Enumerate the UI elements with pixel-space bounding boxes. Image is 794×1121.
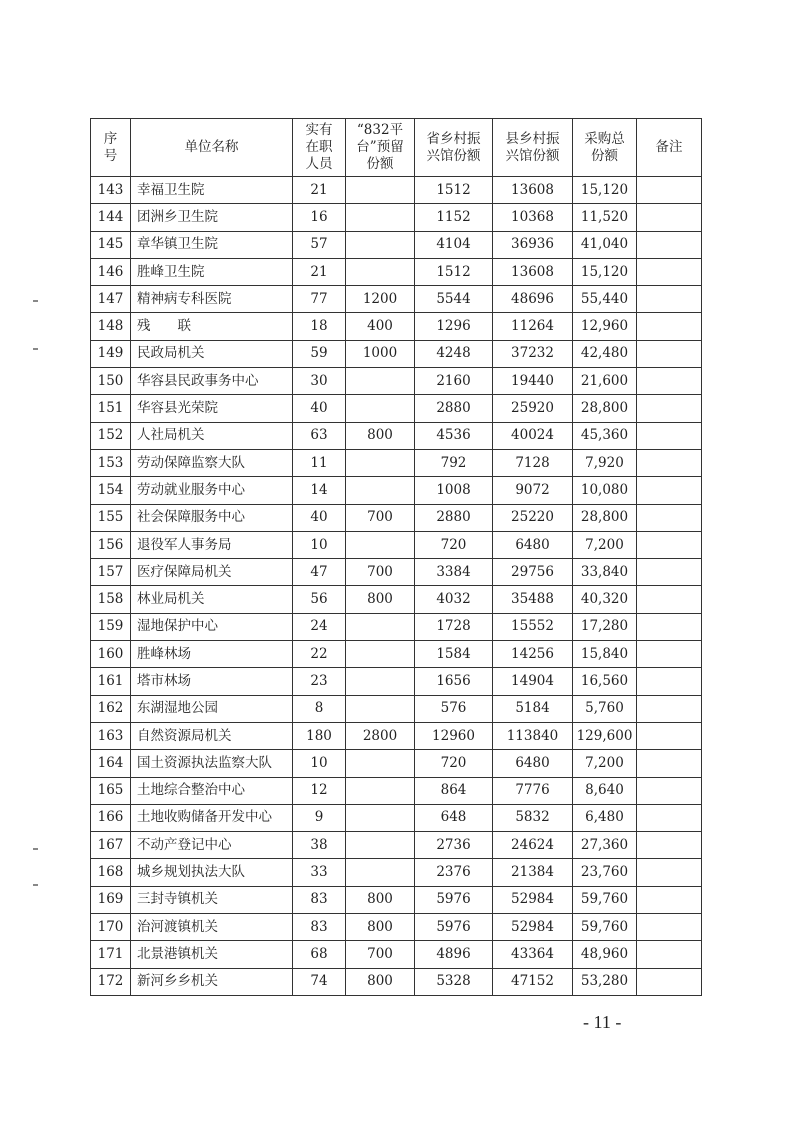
cell-remark — [637, 613, 702, 640]
cell-name: 精神病专科医院 — [131, 286, 293, 313]
cell-total: 55,440 — [573, 286, 637, 313]
cell-staff: 16 — [293, 204, 346, 231]
cell-province: 648 — [415, 804, 493, 831]
cell-county: 113840 — [493, 722, 573, 749]
cell-reserve — [346, 204, 415, 231]
cell-name: 社会保障服务中心 — [131, 504, 293, 531]
cell-total: 59,760 — [573, 886, 637, 913]
cell-seq: 160 — [91, 641, 131, 668]
cell-staff: 74 — [293, 968, 346, 995]
cell-name: 章华镇卫生院 — [131, 231, 293, 258]
cell-total: 40,320 — [573, 586, 637, 613]
cell-reserve: 800 — [346, 968, 415, 995]
cell-seq: 154 — [91, 477, 131, 504]
cell-name: 不动产登记中心 — [131, 832, 293, 859]
cell-name: 胜峰林场 — [131, 641, 293, 668]
cell-province: 1656 — [415, 668, 493, 695]
cell-county: 9072 — [493, 477, 573, 504]
header-county: 县乡村振兴馆份额 — [493, 119, 573, 177]
cell-reserve — [346, 477, 415, 504]
header-seq: 序号 — [91, 119, 131, 177]
table-body — [91, 177, 702, 996]
cell-remark — [637, 859, 702, 886]
table-header-row — [91, 119, 702, 177]
cell-province: 1728 — [415, 613, 493, 640]
cell-staff: 33 — [293, 859, 346, 886]
cell-seq: 148 — [91, 313, 131, 340]
header-total: 采购总份额 — [573, 119, 637, 177]
table-row — [91, 286, 702, 313]
cell-total: 15,120 — [573, 177, 637, 204]
table-row — [91, 477, 702, 504]
cell-reserve — [346, 668, 415, 695]
cell-name: 三封寺镇机关 — [131, 886, 293, 913]
cell-name: 人社局机关 — [131, 422, 293, 449]
table-row — [91, 668, 702, 695]
cell-total: 129,600 — [573, 722, 637, 749]
cell-name: 林业局机关 — [131, 586, 293, 613]
cell-staff: 10 — [293, 750, 346, 777]
table-row — [91, 504, 702, 531]
cell-province: 1584 — [415, 641, 493, 668]
cell-total: 21,600 — [573, 368, 637, 395]
cell-total: 45,360 — [573, 422, 637, 449]
cell-seq: 168 — [91, 859, 131, 886]
cell-county: 7776 — [493, 777, 573, 804]
table-row — [91, 695, 702, 722]
cell-seq: 172 — [91, 968, 131, 995]
cell-province: 2736 — [415, 832, 493, 859]
cell-reserve — [346, 832, 415, 859]
cell-county: 5832 — [493, 804, 573, 831]
cell-remark — [637, 422, 702, 449]
cell-total: 48,960 — [573, 941, 637, 968]
cell-total: 23,760 — [573, 859, 637, 886]
cell-reserve — [346, 750, 415, 777]
cell-province: 1296 — [415, 313, 493, 340]
table-row — [91, 531, 702, 558]
cell-county: 6480 — [493, 750, 573, 777]
cell-name: 退役军人事务局 — [131, 531, 293, 558]
cell-seq: 153 — [91, 449, 131, 476]
cell-name: 残 联 — [131, 313, 293, 340]
cell-staff: 68 — [293, 941, 346, 968]
cell-reserve — [346, 613, 415, 640]
cell-province: 792 — [415, 449, 493, 476]
cell-total: 17,280 — [573, 613, 637, 640]
table-row — [91, 832, 702, 859]
cell-staff: 10 — [293, 531, 346, 558]
cell-remark — [637, 504, 702, 531]
cell-province: 12960 — [415, 722, 493, 749]
cell-name: 民政局机关 — [131, 340, 293, 367]
cell-province: 5544 — [415, 286, 493, 313]
cell-reserve — [346, 641, 415, 668]
cell-reserve: 2800 — [346, 722, 415, 749]
cell-name: 国土资源执法监察大队 — [131, 750, 293, 777]
cell-reserve: 800 — [346, 586, 415, 613]
cell-province: 2160 — [415, 368, 493, 395]
cell-total: 15,840 — [573, 641, 637, 668]
cell-remark — [637, 559, 702, 586]
table-row — [91, 559, 702, 586]
cell-staff: 40 — [293, 395, 346, 422]
cell-county: 35488 — [493, 586, 573, 613]
scan-mark — [33, 300, 38, 302]
cell-total: 41,040 — [573, 231, 637, 258]
cell-county: 25920 — [493, 395, 573, 422]
cell-county: 48696 — [493, 286, 573, 313]
cell-staff: 63 — [293, 422, 346, 449]
cell-remark — [637, 941, 702, 968]
cell-staff: 18 — [293, 313, 346, 340]
cell-remark — [637, 668, 702, 695]
cell-province: 1008 — [415, 477, 493, 504]
scan-mark — [33, 348, 38, 350]
cell-total: 42,480 — [573, 340, 637, 367]
table-row — [91, 968, 702, 995]
cell-province: 1512 — [415, 177, 493, 204]
table-row — [91, 886, 702, 913]
scan-mark — [33, 884, 38, 886]
cell-name: 新河乡乡机关 — [131, 968, 293, 995]
scan-mark — [33, 848, 38, 850]
cell-reserve — [346, 859, 415, 886]
cell-name: 城乡规划执法大队 — [131, 859, 293, 886]
table-row — [91, 422, 702, 449]
table-row — [91, 395, 702, 422]
cell-seq: 157 — [91, 559, 131, 586]
cell-name: 东湖湿地公园 — [131, 695, 293, 722]
cell-total: 12,960 — [573, 313, 637, 340]
cell-county: 29756 — [493, 559, 573, 586]
page-number: - 11 - — [583, 1012, 622, 1032]
cell-province: 4032 — [415, 586, 493, 613]
cell-name: 华容县民政事务中心 — [131, 368, 293, 395]
cell-name: 胜峰卫生院 — [131, 258, 293, 285]
cell-total: 7,920 — [573, 449, 637, 476]
cell-reserve: 400 — [346, 313, 415, 340]
cell-seq: 169 — [91, 886, 131, 913]
cell-reserve: 700 — [346, 559, 415, 586]
table-row — [91, 914, 702, 941]
cell-seq: 167 — [91, 832, 131, 859]
table-row — [91, 258, 702, 285]
cell-province: 4536 — [415, 422, 493, 449]
cell-county: 7128 — [493, 449, 573, 476]
cell-province: 2376 — [415, 859, 493, 886]
cell-reserve: 800 — [346, 886, 415, 913]
cell-staff: 21 — [293, 177, 346, 204]
cell-county: 13608 — [493, 177, 573, 204]
cell-county: 19440 — [493, 368, 573, 395]
cell-staff: 21 — [293, 258, 346, 285]
cell-seq: 162 — [91, 695, 131, 722]
table-row — [91, 641, 702, 668]
table-row — [91, 722, 702, 749]
cell-county: 25220 — [493, 504, 573, 531]
cell-reserve — [346, 449, 415, 476]
cell-seq: 161 — [91, 668, 131, 695]
cell-remark — [637, 804, 702, 831]
cell-total: 27,360 — [573, 832, 637, 859]
cell-remark — [637, 477, 702, 504]
cell-name: 土地综合整治中心 — [131, 777, 293, 804]
cell-county: 11264 — [493, 313, 573, 340]
cell-seq: 171 — [91, 941, 131, 968]
cell-name: 医疗保障局机关 — [131, 559, 293, 586]
cell-staff: 38 — [293, 832, 346, 859]
cell-remark — [637, 204, 702, 231]
cell-seq: 151 — [91, 395, 131, 422]
cell-total: 7,200 — [573, 750, 637, 777]
cell-county: 13608 — [493, 258, 573, 285]
cell-seq: 165 — [91, 777, 131, 804]
cell-total: 7,200 — [573, 531, 637, 558]
table-row — [91, 804, 702, 831]
cell-name: 土地收购储备开发中心 — [131, 804, 293, 831]
cell-staff: 180 — [293, 722, 346, 749]
cell-total: 53,280 — [573, 968, 637, 995]
cell-remark — [637, 177, 702, 204]
header-staff: 实有在职人员 — [293, 119, 346, 177]
table-row — [91, 750, 702, 777]
cell-county: 14904 — [493, 668, 573, 695]
cell-province: 720 — [415, 750, 493, 777]
cell-total: 15,120 — [573, 258, 637, 285]
cell-seq: 146 — [91, 258, 131, 285]
cell-remark — [637, 886, 702, 913]
cell-province: 4248 — [415, 340, 493, 367]
cell-county: 36936 — [493, 231, 573, 258]
cell-remark — [637, 641, 702, 668]
cell-county: 15552 — [493, 613, 573, 640]
cell-staff: 83 — [293, 886, 346, 913]
cell-staff: 47 — [293, 559, 346, 586]
cell-staff: 77 — [293, 286, 346, 313]
cell-total: 59,760 — [573, 914, 637, 941]
table-row — [91, 340, 702, 367]
header-remark: 备注 — [637, 119, 702, 177]
cell-total: 28,800 — [573, 395, 637, 422]
cell-province: 1512 — [415, 258, 493, 285]
cell-staff: 22 — [293, 641, 346, 668]
cell-seq: 144 — [91, 204, 131, 231]
cell-remark — [637, 695, 702, 722]
cell-seq: 145 — [91, 231, 131, 258]
header-province: 省乡村振兴馆份额 — [415, 119, 493, 177]
cell-remark — [637, 286, 702, 313]
cell-name: 自然资源局机关 — [131, 722, 293, 749]
cell-staff: 40 — [293, 504, 346, 531]
cell-county: 47152 — [493, 968, 573, 995]
cell-remark — [637, 231, 702, 258]
cell-reserve: 1000 — [346, 340, 415, 367]
table-row — [91, 449, 702, 476]
cell-seq: 156 — [91, 531, 131, 558]
cell-province: 2880 — [415, 504, 493, 531]
cell-staff: 9 — [293, 804, 346, 831]
cell-province: 3384 — [415, 559, 493, 586]
cell-total: 10,080 — [573, 477, 637, 504]
table-row — [91, 177, 702, 204]
cell-total: 6,480 — [573, 804, 637, 831]
cell-seq: 147 — [91, 286, 131, 313]
cell-reserve: 1200 — [346, 286, 415, 313]
cell-seq: 170 — [91, 914, 131, 941]
cell-county: 21384 — [493, 859, 573, 886]
cell-seq: 164 — [91, 750, 131, 777]
cell-name: 幸福卫生院 — [131, 177, 293, 204]
cell-reserve — [346, 368, 415, 395]
cell-county: 52984 — [493, 886, 573, 913]
cell-county: 5184 — [493, 695, 573, 722]
cell-remark — [637, 832, 702, 859]
cell-reserve: 800 — [346, 914, 415, 941]
cell-staff: 83 — [293, 914, 346, 941]
cell-name: 北景港镇机关 — [131, 941, 293, 968]
cell-seq: 166 — [91, 804, 131, 831]
cell-reserve — [346, 395, 415, 422]
cell-county: 14256 — [493, 641, 573, 668]
cell-reserve — [346, 531, 415, 558]
cell-name: 华容县光荣院 — [131, 395, 293, 422]
cell-province: 720 — [415, 531, 493, 558]
cell-province: 2880 — [415, 395, 493, 422]
cell-remark — [637, 340, 702, 367]
cell-remark — [637, 258, 702, 285]
cell-name: 团洲乡卫生院 — [131, 204, 293, 231]
cell-seq: 163 — [91, 722, 131, 749]
cell-province: 864 — [415, 777, 493, 804]
cell-reserve — [346, 177, 415, 204]
cell-remark — [637, 586, 702, 613]
cell-county: 24624 — [493, 832, 573, 859]
cell-reserve — [346, 258, 415, 285]
table-row — [91, 613, 702, 640]
cell-seq: 150 — [91, 368, 131, 395]
cell-reserve: 700 — [346, 504, 415, 531]
cell-remark — [637, 750, 702, 777]
cell-reserve — [346, 695, 415, 722]
cell-name: 塔市林场 — [131, 668, 293, 695]
cell-staff: 30 — [293, 368, 346, 395]
cell-province: 5328 — [415, 968, 493, 995]
cell-seq: 158 — [91, 586, 131, 613]
cell-staff: 11 — [293, 449, 346, 476]
cell-name: 劳动保障监察大队 — [131, 449, 293, 476]
cell-reserve: 800 — [346, 422, 415, 449]
cell-remark — [637, 531, 702, 558]
header-reserve: “832平台”预留份额 — [346, 119, 415, 177]
cell-province: 576 — [415, 695, 493, 722]
cell-total: 28,800 — [573, 504, 637, 531]
cell-total: 16,560 — [573, 668, 637, 695]
cell-reserve — [346, 777, 415, 804]
cell-county: 52984 — [493, 914, 573, 941]
cell-remark — [637, 449, 702, 476]
table-row — [91, 586, 702, 613]
cell-remark — [637, 368, 702, 395]
cell-county: 40024 — [493, 422, 573, 449]
cell-seq: 143 — [91, 177, 131, 204]
cell-seq: 159 — [91, 613, 131, 640]
cell-staff: 24 — [293, 613, 346, 640]
cell-staff: 23 — [293, 668, 346, 695]
cell-staff: 56 — [293, 586, 346, 613]
table-row — [91, 859, 702, 886]
cell-seq: 149 — [91, 340, 131, 367]
cell-total: 5,760 — [573, 695, 637, 722]
cell-seq: 155 — [91, 504, 131, 531]
cell-province: 1152 — [415, 204, 493, 231]
cell-name: 治河渡镇机关 — [131, 914, 293, 941]
cell-province: 4896 — [415, 941, 493, 968]
cell-staff: 59 — [293, 340, 346, 367]
cell-remark — [637, 777, 702, 804]
cell-remark — [637, 914, 702, 941]
table-row — [91, 231, 702, 258]
table-row — [91, 313, 702, 340]
cell-seq: 152 — [91, 422, 131, 449]
cell-staff: 12 — [293, 777, 346, 804]
allocation-table — [90, 118, 702, 996]
cell-name: 湿地保护中心 — [131, 613, 293, 640]
cell-county: 10368 — [493, 204, 573, 231]
table-row — [91, 204, 702, 231]
cell-province: 5976 — [415, 914, 493, 941]
cell-reserve — [346, 231, 415, 258]
header-name: 单位名称 — [131, 119, 293, 177]
cell-remark — [637, 313, 702, 340]
cell-reserve: 700 — [346, 941, 415, 968]
table-row — [91, 941, 702, 968]
cell-total: 8,640 — [573, 777, 637, 804]
cell-remark — [637, 722, 702, 749]
cell-reserve — [346, 804, 415, 831]
cell-staff: 8 — [293, 695, 346, 722]
table-row — [91, 368, 702, 395]
cell-province: 5976 — [415, 886, 493, 913]
cell-staff: 14 — [293, 477, 346, 504]
cell-remark — [637, 395, 702, 422]
cell-county: 43364 — [493, 941, 573, 968]
cell-name: 劳动就业服务中心 — [131, 477, 293, 504]
cell-county: 37232 — [493, 340, 573, 367]
cell-staff: 57 — [293, 231, 346, 258]
table-row — [91, 777, 702, 804]
cell-remark — [637, 968, 702, 995]
cell-total: 33,840 — [573, 559, 637, 586]
cell-county: 6480 — [493, 531, 573, 558]
cell-total: 11,520 — [573, 204, 637, 231]
cell-province: 4104 — [415, 231, 493, 258]
